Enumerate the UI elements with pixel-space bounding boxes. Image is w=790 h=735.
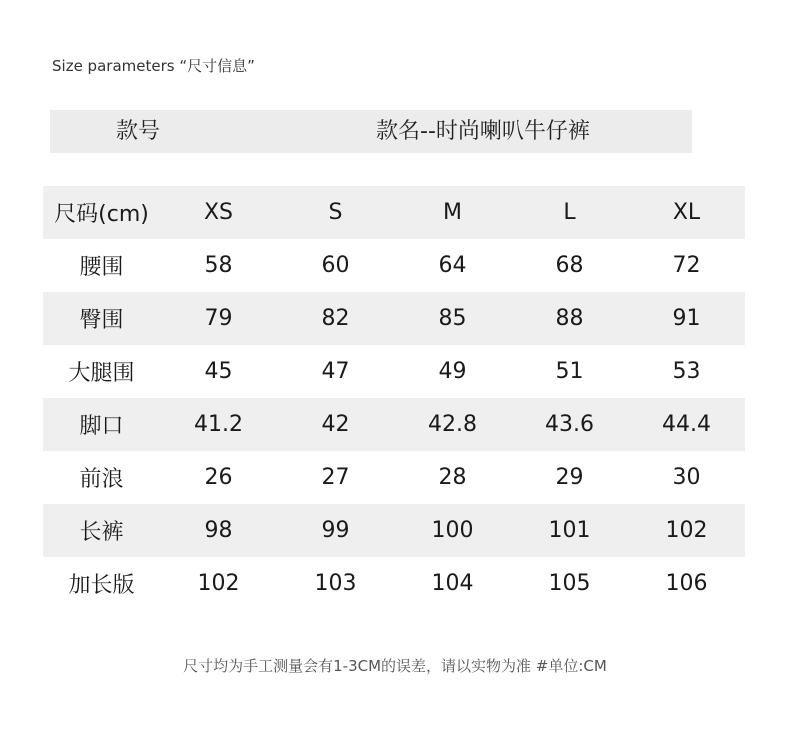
row-label: 加长版 xyxy=(68,573,135,598)
table-cell: 102 xyxy=(665,518,708,543)
table-cell: 29 xyxy=(555,465,584,490)
table-cell: 88 xyxy=(555,306,584,331)
table-cell: 101 xyxy=(548,518,591,543)
row-label: 臀围 xyxy=(79,308,124,333)
table-row-leg-opening xyxy=(43,398,745,451)
table-cell: 91 xyxy=(672,306,701,331)
table-row-length xyxy=(43,504,745,557)
table-cell: 99 xyxy=(321,518,350,543)
size-table xyxy=(43,186,745,610)
table-cell: 82 xyxy=(321,306,350,331)
table-row-front-rise xyxy=(43,451,745,504)
table-cell: 44.4 xyxy=(662,412,711,437)
table-cell: 98 xyxy=(204,518,233,543)
size-header-l: L xyxy=(563,200,576,225)
table-cell: 51 xyxy=(555,359,584,384)
row-label: 腰围 xyxy=(79,255,124,280)
table-cell: 79 xyxy=(204,306,233,331)
table-cell: 45 xyxy=(204,359,233,384)
table-cell: 47 xyxy=(321,359,350,384)
measurement-footnote: 尺寸均为手工测量会有1-3CM的误差，请以实物为准 #单位:CM xyxy=(183,657,607,675)
row-label: 脚口 xyxy=(79,414,124,439)
table-cell: 103 xyxy=(314,571,357,596)
table-cell: 104 xyxy=(431,571,474,596)
page-header-title: Size parameters “尺寸信息” xyxy=(52,57,255,75)
table-cell: 60 xyxy=(321,253,350,278)
table-row-thigh xyxy=(43,345,745,398)
table-cell: 27 xyxy=(321,465,350,490)
table-cell: 105 xyxy=(548,571,591,596)
table-cell: 26 xyxy=(204,465,233,490)
table-cell: 53 xyxy=(672,359,701,384)
table-cell: 68 xyxy=(555,253,584,278)
table-header-row xyxy=(43,186,745,239)
size-column-header: 尺码(cm) xyxy=(54,202,149,227)
table-cell: 30 xyxy=(672,465,701,490)
table-row-waist xyxy=(43,239,745,292)
table-cell: 85 xyxy=(438,306,467,331)
table-cell: 72 xyxy=(672,253,701,278)
row-label: 大腿围 xyxy=(68,361,135,386)
table-row-extended-length xyxy=(43,557,745,610)
size-header-xs: XS xyxy=(203,200,234,225)
table-cell: 41.2 xyxy=(194,412,243,437)
table-row-hip xyxy=(43,292,745,345)
table-cell: 106 xyxy=(665,571,708,596)
table-cell: 64 xyxy=(438,253,467,278)
table-cell: 58 xyxy=(204,253,233,278)
table-cell: 42 xyxy=(321,412,350,437)
table-cell: 43.6 xyxy=(545,412,594,437)
table-cell: 100 xyxy=(431,518,474,543)
table-cell: 102 xyxy=(197,571,240,596)
product-name-label: 款名--时尚喇叭牛仔裤 xyxy=(376,119,590,144)
row-label: 前浪 xyxy=(79,467,124,492)
product-code-label: 款号 xyxy=(116,119,161,144)
size-header-s: S xyxy=(328,200,343,225)
row-label: 长裤 xyxy=(79,520,124,545)
size-header-xl: XL xyxy=(672,200,701,225)
size-header-m: M xyxy=(443,200,462,225)
table-cell: 49 xyxy=(438,359,467,384)
table-cell: 42.8 xyxy=(428,412,477,437)
table-cell: 28 xyxy=(438,465,467,490)
product-info-bar xyxy=(50,110,692,153)
